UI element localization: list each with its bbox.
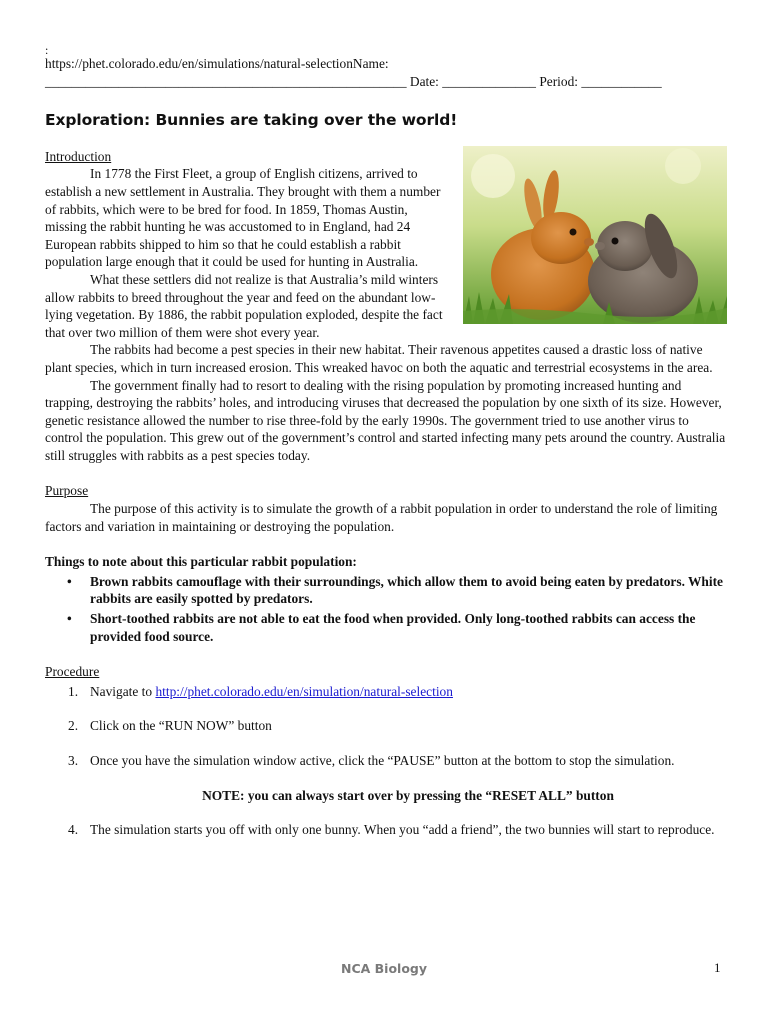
note-text-1: Brown rabbits camouflage with their surroundings, which allow them to avoid being eaten by predators. White rabbits are easily spotted by predators. (90, 573, 724, 607)
procedure-list (45, 683, 727, 770)
intro-paragraph-3: The rabbits had become a pest species in their new habitat. Their ravenous appetites caused a drastic loss of native plant species, which in turn increased erosion. This wreaked havoc on both the aquatic and terrestrial ecosystems in the area. (45, 342, 713, 375)
step-2-text: Click on the “RUN NOW” button (90, 718, 272, 734)
header-date-period-line: ______________________________________________________ Date: ______________ Period: ____________ (45, 73, 662, 89)
procedure-step-2 (68, 717, 727, 735)
bullet-icon: • (67, 611, 72, 627)
worksheet-page (45, 43, 727, 856)
purpose-heading: Purpose (45, 483, 89, 499)
two-rabbits-photo (463, 146, 727, 324)
procedure-heading: Procedure (45, 664, 100, 680)
step-1-prefix: Navigate to (90, 683, 156, 699)
step-number: 2. (68, 718, 79, 734)
step-number: 1. (68, 683, 79, 699)
intro-paragraph-2: What these settlers did not realize is that Australia’s mild winters allow rabbits to breed throughout the year and feed on the abundant low-lying vegetation. By 1886, the rabbit population exploded, despite the fact that over two million of them were shot every year. (45, 271, 443, 340)
page-number: 1 (714, 960, 721, 975)
purpose-paragraph: The purpose of this activity is to simulate the growth of a rabbit population in order to understand the role of limiting factors and variation in maintaining or destroying the population. (45, 501, 718, 534)
list-item (67, 610, 727, 645)
procedure-list-continued (45, 821, 727, 839)
step-number: 3. (68, 753, 79, 768)
step-3-text: Once you have the simulation window active, click the “PAUSE” button at the bottom to stop the simulation. (90, 753, 675, 768)
procedure-step-1 (68, 683, 727, 701)
footer-label: NCA Biology (340, 961, 428, 976)
step-number: 4. (68, 822, 79, 838)
header-url-name-line: https://phet.colorado.edu/en/simulations/natural-selectionName: (45, 56, 389, 71)
bullet-icon: • (67, 573, 72, 589)
procedure-step-3 (68, 752, 727, 770)
introduction-heading: Introduction (45, 148, 112, 164)
notes-heading: Things to note about this particular rabbit population: (45, 554, 357, 570)
page-title: Exploration: Bunnies are taking over the world! (45, 111, 458, 130)
intro-paragraph-4: The government finally had to resort to dealing with the rising population by promoting increased hunting and trapping, destroying the rabbits’ holes, and introducing viruses that decreased the population by one sixth of its size. However, genetic resistance allowed the number to rise three-fold by the early 1990s. The government tried to use another virus to control the population. This grew out of the government’s control and started infecting many pets around the country. Australia still struggles with rabbits as a pest species today. (45, 377, 726, 463)
procedure-step-4 (68, 821, 727, 839)
intro-paragraph-1: In 1778 the First Fleet, a group of English citizens, arrived to establish a new settlement in Australia. They brought with them a number of rabbits, which were to be bred for food. In 1859, Thomas Austin, missing the rabbit hunting he was accustomed to in England, had 24 European rabbits shipped to him so that he could establish a rabbit population large enough that it could be used for hunting in Australia. (45, 166, 441, 270)
header-colon: : (45, 43, 49, 57)
step-4-text: The simulation starts you off with only one bunny. When you “add a friend”, the two bunnies will start to reproduce. (90, 822, 715, 838)
reset-note: NOTE: you can always start over by pressing the “RESET ALL” button (202, 787, 614, 803)
list-item (67, 573, 727, 608)
header-block (45, 43, 727, 90)
notes-list (45, 573, 727, 645)
phet-simulation-link[interactable]: http://phet.colorado.edu/en/simulation/natural-selection (155, 683, 453, 699)
note-text-2: Short-toothed rabbits are not able to eat the food when provided. Only long-toothed rabbits can access the provided food source. (90, 611, 696, 644)
